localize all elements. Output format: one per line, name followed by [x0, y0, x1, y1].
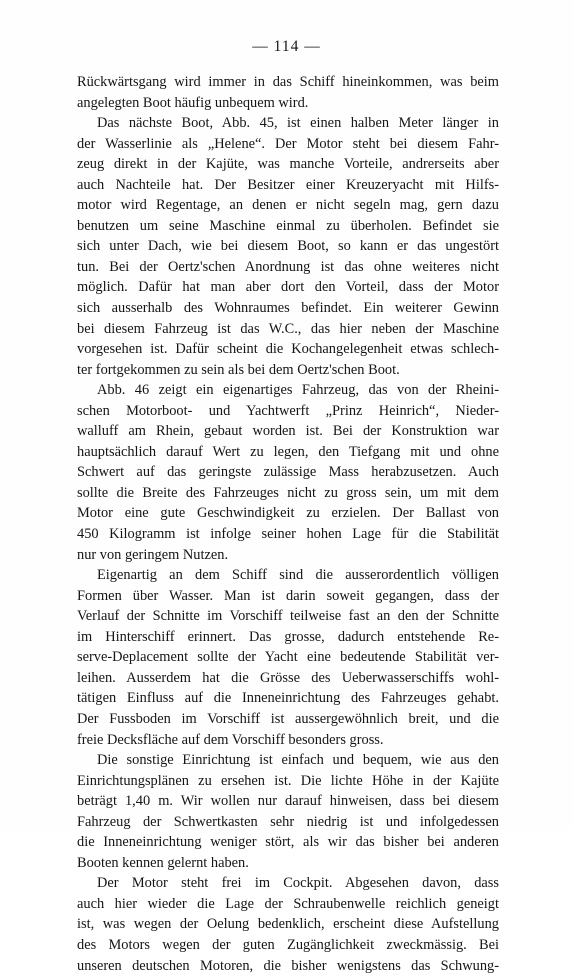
- text-line: Schwert auf das geringste zulässige Mass herabzusetzen. Auch: [77, 464, 499, 481]
- text-line: motor wird Regentage, an denen er nicht segeln mag, gern dazu: [77, 197, 499, 214]
- page-number: — 114 —: [252, 38, 321, 55]
- text-line: Abb. 46 zeigt ein eigenartiges Fahrzeug, das von der Rheini-: [97, 382, 499, 399]
- text-line: nur von geringem Nutzen.: [77, 546, 229, 563]
- text-line: leihen. Ausserdem hat die Grösse des Ueberwasserschiffs wohl-: [77, 669, 499, 686]
- text-line: im Hinterschiff erinnert. Das grosse, dadurch entstehende Re-: [77, 628, 499, 645]
- text-line: die Inneneinrichtung weniger stört, als wir das bisher bei anderen: [77, 834, 499, 851]
- text-line: ter fortgekommen zu sein als bei dem Oertz'schen Boot.: [77, 361, 400, 378]
- text-line: schen Motorboot- und Yachtwerft „Prinz Heinrich“, Nieder-: [77, 402, 499, 419]
- text-line: Eigenartig an dem Schiff sind die ausserordentlich völligen: [97, 567, 499, 584]
- text-line: Fahrzeug der Schwertkasten sehr niedrig ist und infolgedessen: [77, 813, 499, 830]
- text-line: Einrichtungsplänen zu ersehen ist. Die lichte Höhe in der Kajüte: [77, 772, 499, 789]
- text-line: auch Nachteile hat. Der Besitzer einer Kreuzeryacht mit Hilfs-: [77, 176, 499, 193]
- text-line: Formen über Wasser. Man ist darin soweit gegangen, dass der: [77, 587, 499, 604]
- text-line: ist, was wegen der Oelung bedenklich, erscheint diese Aufstellung: [77, 916, 499, 933]
- text-line: unseren deutschen Motoren, die bisher wenigstens das Schwung-: [77, 957, 499, 974]
- text-line: Das nächste Boot, Abb. 45, ist einen halben Meter länger in: [97, 115, 499, 132]
- text-line: sich ausserhalb des Wohnraumes befindet. Ein weiterer Gewinn: [77, 300, 499, 317]
- text-line: benutzen um seine Maschine einmal zu überholen. Befindet sie: [77, 217, 499, 234]
- text-line: zeug direkt in der Kajüte, was manche Vorteile, andrerseits aber: [77, 156, 499, 173]
- text-line: hauptsächlich darauf Wert zu legen, den Tiefgang mit und ohne: [77, 443, 499, 460]
- text-line: walluff am Rhein, gebaut worden ist. Bei der Konstruktion war: [77, 423, 499, 440]
- body-text: [77, 72, 499, 976]
- text-line: angelegten Boot häufig unbequem wird.: [77, 94, 309, 111]
- text-line: Der Motor steht frei im Cockpit. Abgesehen davon, dass: [97, 875, 499, 892]
- text-line: Rückwärtsgang wird immer in das Schiff hineinkommen, was beim: [77, 74, 499, 90]
- text-line: 450 Kilogramm ist infolge seiner hohen Lage für die Stabilität: [77, 526, 499, 543]
- text-line: serve-Deplacement sollte der Yacht eine bedeutende Stabilität ver-: [77, 649, 499, 666]
- text-line: sollte die Breite des Fahrzeuges nicht zu gross sein, um mit dem: [77, 484, 499, 501]
- text-line: Der Fussboden im Vorschiff ist aussergewöhnlich breit, und die: [77, 710, 499, 727]
- text-line: Verlauf der Schnitte im Vorschiff teilweise fast an den der Schnitte: [77, 608, 499, 625]
- text-line: bei diesem Fahrzeug ist das W.C., das hier neben der Maschine: [77, 320, 499, 337]
- text-line: beträgt 1,40 m. Wir wollen nur darauf hinweisen, dass bei diesem: [77, 793, 499, 810]
- text-line: auch hier wieder die Lage der Schraubenwelle reichlich geneigt: [77, 895, 499, 912]
- text-line: Die sonstige Einrichtung ist einfach und bequem, wie aus den: [97, 752, 499, 769]
- text-line: Motor eine gute Geschwindigkeit zu erzielen. Der Ballast von: [77, 505, 499, 522]
- text-line: freie Decksfläche auf dem Vorschiff besonders gross.: [77, 731, 384, 748]
- text-line: tun. Bei der Oertz'schen Anordnung ist das ohne weiteres nicht: [77, 258, 499, 275]
- text-line: sich unter Dach, wie bei diesem Boot, so kann er das ungestört: [77, 238, 499, 255]
- text-line: des Motors wegen der guten Zugänglichkeit zweckmässig. Bei: [77, 936, 499, 953]
- text-line: Booten kennen gelernt haben.: [77, 854, 249, 871]
- text-line: vorgesehen ist. Dafür scheint die Kochangelegenheit etwas schlech-: [77, 341, 499, 358]
- text-line: tätigen Einfluss auf die Inneneinrichtung des Fahrzeuges gehabt.: [77, 690, 499, 707]
- text-line: der Wasserlinie als „Helene“. Der Motor steht bei diesem Fahr-: [77, 135, 499, 152]
- text-line: möglich. Dafür hat man aber dort den Vorteil, dass der Motor: [77, 279, 499, 296]
